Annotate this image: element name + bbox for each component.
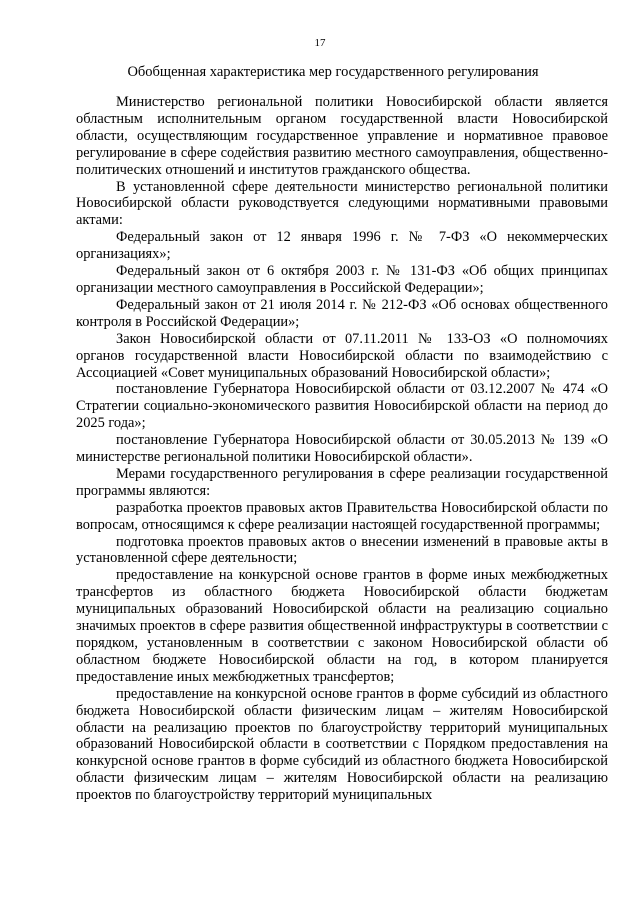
- paragraph: Министерство региональной политики Новосибирской области является областным исполнительным органом государственной власти Новосибирской области, осуществляющим государственное управление и нормативное правовое регулирование в сфере содействия развитию местного самоуправления, общественно-политических отношений и институтов гражданского общества.: [76, 94, 608, 178]
- paragraph: постановление Губернатора Новосибирской области от 30.05.2013 № 139 «О министерстве региональной политики Новосибирской области».: [76, 432, 608, 466]
- paragraph: подготовка проектов правовых актов о внесении изменений в правовые акты в установленной сфере деятельности;: [76, 533, 608, 567]
- paragraph: разработка проектов правовых актов Правительства Новосибирской области по вопросам, относящимся к сфере реализации настоящей государственной программы;: [76, 499, 608, 533]
- paragraph: постановление Губернатора Новосибирской области от 03.12.2007 № 474 «О Стратегии социально-экономического развития Новосибирской области на период до 2025 года»;: [76, 381, 608, 432]
- paragraph: Федеральный закон от 6 октября 2003 г. № 131-ФЗ «Об общих принципах организации местного самоуправления в Российской Федерации»;: [76, 263, 608, 296]
- paragraph: предоставление на конкурсной основе грантов в форме субсидий из областного бюджета Новосибирской области физическим лицам – жителям Новосибирской области на реализацию проектов по благоустройству территорий муниципальных образований Новосибирской области в соответствии с Порядком предоставления на конкурсной основе грантов в форме субсидий из областного бюджета Новосибирской области физическим лицам – жителям Новосибирской области на реализацию проектов по благоустройству территорий муниципальных: [76, 685, 608, 804]
- page-number: 17: [314, 37, 326, 49]
- paragraph: Закон Новосибирской области от 07.11.2011 № 133-ОЗ «О полномочиях органов государственной власти Новосибирской области по взаимодействию с Ассоциацией «Совет муниципальных образований Новосибирской области»;: [76, 330, 608, 381]
- paragraph: В установленной сфере деятельности министерство региональной политики Новосибирской области руководствуется следующими нормативными правовыми актами:: [76, 178, 608, 229]
- paragraph: Мерами государственного регулирования в сфере реализации государственной программы являются:: [76, 465, 608, 499]
- section-title: Обобщенная характеристика мер государственного регулирования: [127, 64, 539, 80]
- document-body: [76, 94, 608, 804]
- paragraph: предоставление на конкурсной основе грантов в форме иных межбюджетных трансфертов из областного бюджета Новосибирской области бюджетам муниципальных образований Новосибирской области на реализацию социально значимых проектов в сфере развития общественной инфраструктуры в соответствии с порядком, установленным в соответствии с законом Новосибирской области об областном бюджете Новосибирской области на год, в котором планируется предоставление иных межбюджетных трансфертов;: [76, 567, 608, 685]
- paragraph: Федеральный закон от 21 июля 2014 г. № 212-ФЗ «Об основах общественного контроля в Российской Федерации»;: [76, 296, 608, 330]
- paragraph: Федеральный закон от 12 января 1996 г. № 7-ФЗ «О некоммерческих организациях»;: [76, 229, 608, 263]
